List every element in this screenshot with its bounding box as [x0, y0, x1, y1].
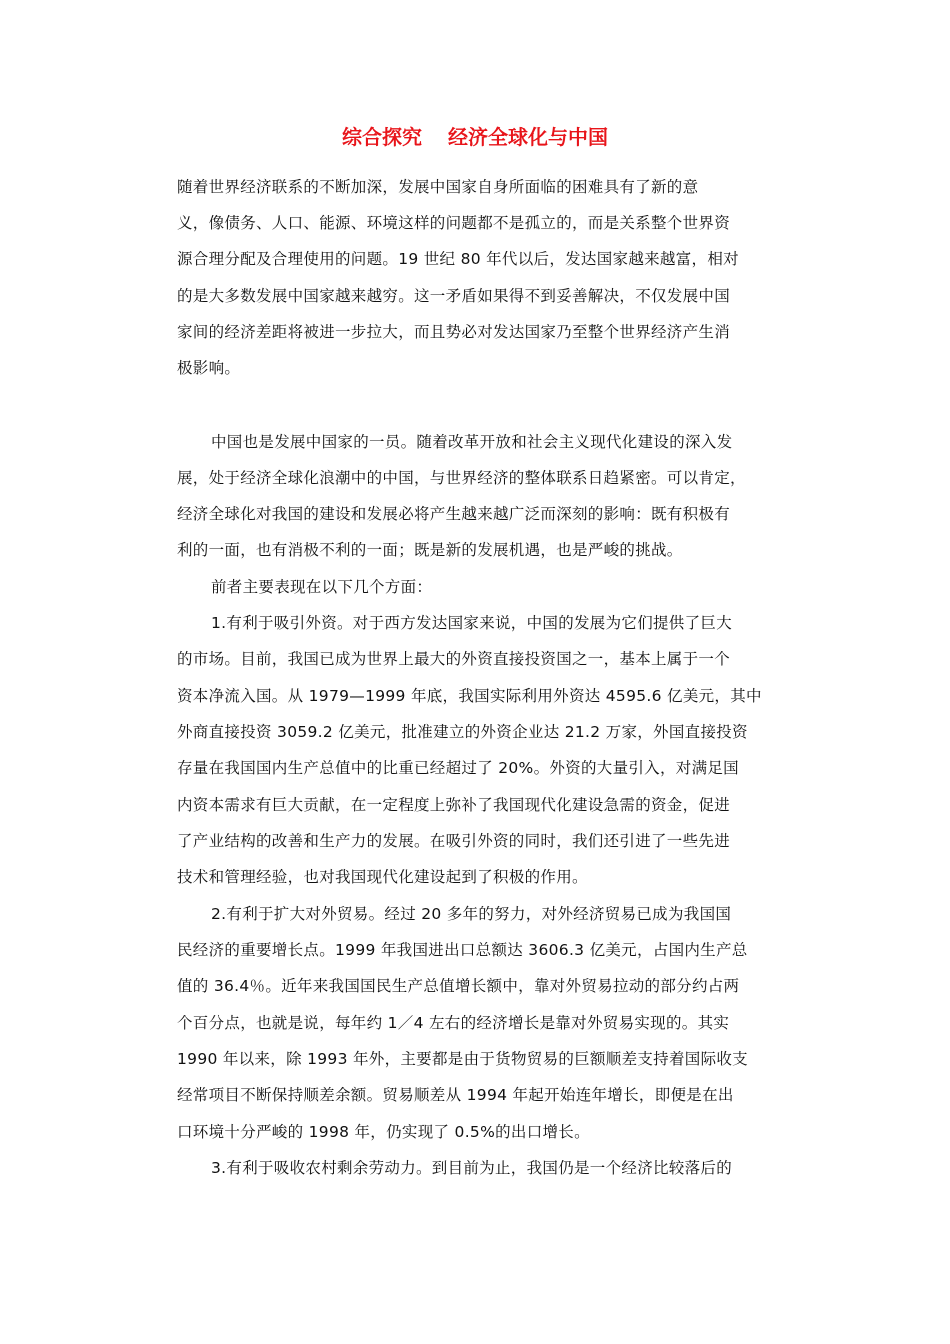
body-text-line: 家间的经济差距将被进一步拉大，而且势必对发达国家乃至整个世界经济产生消 — [177, 323, 731, 341]
body-text-line: 民经济的重要增长点。1999 年我国进出口总额达 3606.3 亿美元，占国内生产总 — [177, 941, 748, 959]
body-text-line: 的市场。目前，我国已成为世界上最大的外资直接投资国之一，基本上属于一个 — [177, 650, 731, 668]
body-text-line: 内资本需求有巨大贡献，在一定程度上弥补了我国现代化建设急需的资金，促进 — [177, 796, 731, 814]
document-title — [0, 122, 950, 152]
body-text-line: 中国也是发展中国家的一员。随着改革开放和社会主义现代化建设的深入发 — [211, 433, 733, 451]
body-text-line: 源合理分配及合理使用的问题。19 世纪 80 年代以后，发达国家越来越富，相对 — [177, 250, 739, 268]
body-text-line: 资本净流入国。从 1979—1999 年底，我国实际利用外资达 4595.6 亿美元，其中 — [177, 687, 762, 705]
body-text-line: 3.有利于吸收农村剩余劳动力。到目前为止，我国仍是一个经济比较落后的 — [211, 1159, 732, 1177]
body-text-line: 经常项目不断保持顺差余额。贸易顺差从 1994 年起开始连年增长，即便是在出 — [177, 1086, 734, 1104]
body-text-line: 存量在我国国内生产总值中的比重已经超过了 20%。外资的大量引入，对满足国 — [177, 759, 739, 777]
body-text-line: 极影响。 — [177, 359, 241, 377]
body-text-line: 利的一面，也有消极不利的一面；既是新的发展机遇，也是严峻的挑战。 — [177, 541, 683, 559]
body-text-line: 经济全球化对我国的建设和发展必将产生越来越广泛而深刻的影响：既有积极有 — [177, 505, 731, 523]
body-text-line: 随着世界经济联系的不断加深，发展中国家自身所面临的困难具有了新的意 — [177, 178, 699, 196]
body-text-line: 1.有利于吸引外资。对于西方发达国家来说，中国的发展为它们提供了巨大 — [211, 614, 732, 632]
body-text-line: 外商直接投资 3059.2 亿美元，批准建立的外资企业达 21.2 万家，外国直接投资 — [177, 723, 748, 741]
body-text-line: 值的 36.4％。近年来我国国民生产总值增长额中，靠对外贸易拉动的部分约占两 — [177, 977, 740, 995]
body-text-line: 2.有利于扩大对外贸易。经过 20 多年的努力，对外经济贸易已成为我国国 — [211, 905, 732, 923]
body-text-line: 的是大多数发展中国家越来越穷。这一矛盾如果得不到妥善解决，不仅发展中国 — [177, 287, 731, 305]
body-text-line: 了产业结构的改善和生产力的发展。在吸引外资的同时，我们还引进了一些先进 — [177, 832, 731, 850]
body-text-line: 义，像债务、人口、能源、环境这样的问题都不是孤立的，而是关系整个世界资 — [177, 214, 731, 232]
title-part-1: 综合探究 — [342, 125, 422, 149]
body-text-line: 个百分点，也就是说，每年约 1／4 左右的经济增长是靠对外贸易实现的。其实 — [177, 1014, 730, 1032]
body-text-line: 技术和管理经验，也对我国现代化建设起到了积极的作用。 — [177, 868, 588, 886]
body-text-line: 口环境十分严峻的 1998 年，仍实现了 0.5%的出口增长。 — [177, 1123, 590, 1141]
body-text-line: 展，处于经济全球化浪潮中的中国，与世界经济的整体联系日趋紧密。可以肯定， — [177, 469, 746, 487]
body-text-line: 前者主要表现在以下几个方面： — [211, 578, 433, 596]
title-part-2: 经济全球化与中国 — [448, 125, 608, 149]
body-text-line: 1990 年以来，除 1993 年外，主要都是由于货物贸易的巨额顺差支持着国际收支 — [177, 1050, 748, 1068]
